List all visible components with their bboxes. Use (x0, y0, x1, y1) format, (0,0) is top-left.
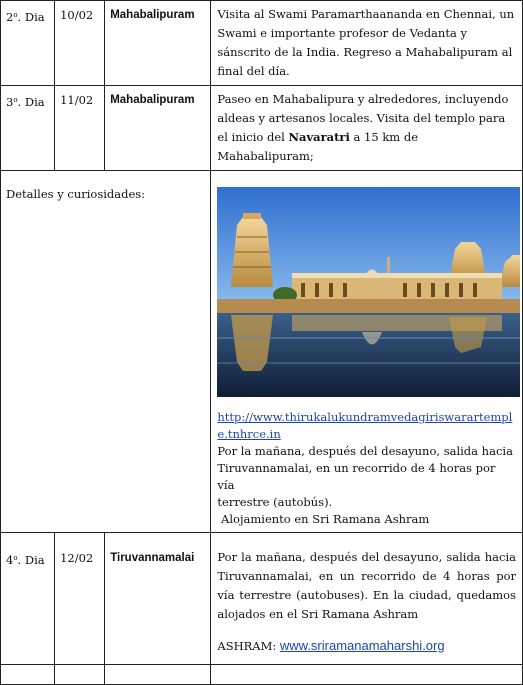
details-content-cell (211, 171, 523, 533)
temple-photo (217, 187, 520, 397)
date-text: 12/02 (60, 551, 94, 565)
date-cell (55, 86, 105, 171)
city-name: Mahabalipuram (110, 9, 195, 21)
date-text: 10/02 (60, 8, 94, 22)
date-cell (55, 1, 105, 86)
day-ordinal: o (13, 11, 18, 19)
empty-cell (1, 665, 55, 685)
day-number: 3 (6, 95, 14, 109)
day-number: 2 (6, 10, 14, 24)
city-name: Tiruvannamalai (110, 552, 195, 564)
day-word: . Dia (17, 553, 45, 567)
city-cell (105, 533, 211, 665)
details-row (1, 171, 523, 533)
ashram-website-link[interactable]: www.sriramanamaharshi.org (279, 638, 445, 653)
itinerary-row-day-3 (1, 86, 523, 171)
day-cell (1, 533, 55, 665)
details-text-line: Tiruvannamalai, en un recorrido de 4 horas por vía (217, 461, 496, 492)
description-cell (211, 533, 523, 665)
description-text-end: a 15 km de Mahabalipuram; (217, 130, 419, 163)
day-number: 4 (6, 553, 14, 567)
details-text-line: Por la mañana, después del desayuno, salida hacia (217, 444, 513, 458)
day-word: . Dia (17, 10, 45, 24)
date-cell (55, 533, 105, 665)
day-cell (1, 86, 55, 171)
city-name: Mahabalipuram (110, 94, 195, 106)
empty-cell (55, 665, 105, 685)
itinerary-row-partial (1, 665, 523, 685)
city-cell (105, 1, 211, 86)
description-text: Visita al Swami Paramarthaananda en Chennai, un Swami e importante profesor de Vedanta y sánscrito de la India. Regreso a Mahabalipuram al final del día. (217, 7, 515, 78)
details-text-line: Alojamiento en Sri Ramana Ashram (217, 512, 430, 526)
description-text: Paseo en Mahabalipura y alrededores, incluyendo aldeas y artesanos locales. Visita del templo para el inicio del (217, 92, 509, 144)
empty-cell (211, 665, 523, 685)
description-text: Por la mañana, después del desayuno, salida hacia Tiruvannamalai, en un recorrido de 4 horas por vía terrestre (autobuses). En la ciudad, quedamos alojados en el Sri Ramana Ashram (217, 550, 516, 621)
itinerary-row-day-2 (1, 1, 523, 86)
description-bold: Navaratri (288, 130, 350, 144)
details-label-cell (1, 171, 211, 533)
city-cell (105, 86, 211, 171)
day-ordinal: o (13, 554, 18, 562)
temple-website-link[interactable]: http://www.thirukalukundramvedagiriswarartemple.tnhrce.in (217, 410, 513, 441)
empty-cell (105, 665, 211, 685)
details-text-line: terrestre (autobús). (217, 495, 333, 509)
description-cell (211, 1, 523, 86)
ashram-label: ASHRAM: (217, 639, 280, 653)
date-text: 11/02 (60, 93, 94, 107)
day-ordinal: o (13, 96, 18, 104)
day-cell (1, 1, 55, 86)
day-word: . Dia (17, 95, 45, 109)
details-label: Detalles y curiosidades: (6, 187, 146, 201)
description-cell (211, 86, 523, 171)
itinerary-row-day-4 (1, 533, 523, 665)
